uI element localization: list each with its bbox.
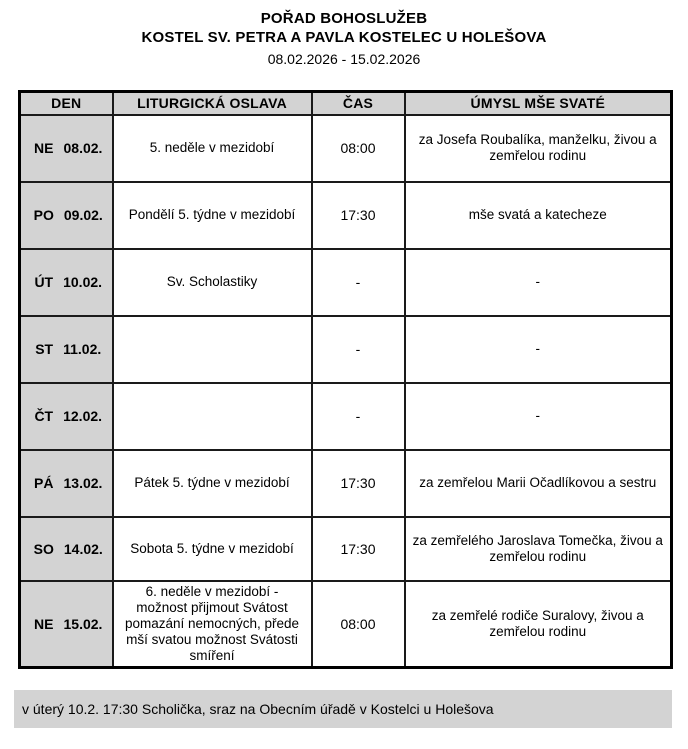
day-abbrev: PÁ: [34, 475, 54, 491]
day-date: 15.02.: [63, 615, 103, 632]
day-abbrev: NE: [34, 140, 54, 156]
day-abbrev: ST: [35, 341, 54, 357]
day-cell: [20, 115, 113, 182]
celebration-cell: 6. neděle v mezidobí - možnost přijmout Svátost pomazání nemocných, přede mší svatou možnost Svátosti smíření: [113, 581, 312, 668]
intention-cell: mše svatá a katecheze: [405, 182, 672, 249]
intention-cell: -: [405, 316, 672, 383]
celebration-cell: Pondělí 5. týdne v mezidobí: [113, 182, 312, 249]
celebration-cell: Pátek 5. týdne v mezidobí: [113, 450, 312, 517]
day-date: 11.02.: [63, 341, 102, 357]
church-name: KOSTEL SV. PETRA A PAVLA KOSTELEC U HOLEŠOVA: [141, 29, 547, 46]
celebration-cell: [113, 316, 312, 383]
column-header-celebration: LITURGICKÁ OSLAVA: [113, 92, 312, 115]
time-cell: -: [312, 316, 405, 383]
day-date: 13.02.: [63, 475, 103, 491]
column-header-day: DEN: [20, 92, 113, 115]
day-date: 08.02.: [63, 140, 103, 156]
column-header-time: ČAS: [312, 92, 405, 115]
day-date: 12.02.: [63, 408, 103, 424]
table-row: [20, 316, 672, 383]
celebration-cell: Sv. Scholastiky: [113, 249, 312, 316]
time-cell: -: [312, 383, 405, 450]
table-row: [20, 581, 672, 668]
day-cell: [20, 249, 113, 316]
page-title: POŘAD BOHOSLUŽEB: [260, 10, 428, 27]
day-cell: [20, 517, 113, 581]
day-abbrev: ČT: [34, 408, 54, 424]
table-row: [20, 249, 672, 316]
document-header: [0, 0, 688, 69]
day-date: 10.02.: [63, 274, 103, 290]
table-row: [20, 517, 672, 581]
table-row: [20, 182, 672, 249]
time-cell: 17:30: [312, 517, 405, 581]
celebration-cell: [113, 383, 312, 450]
mass-schedule-table: [18, 90, 673, 669]
time-cell: 08:00: [312, 581, 405, 668]
table-header-row: [20, 92, 672, 115]
announcement-note: v úterý 10.2. 17:30 Scholička, sraz na Obecním úřadě v Kostelci u Holešova: [14, 690, 672, 728]
day-date: 14.02.: [63, 540, 103, 557]
day-abbrev: PO: [33, 207, 54, 223]
time-cell: 17:30: [312, 182, 405, 249]
celebration-cell: Sobota 5. týdne v mezidobí: [113, 517, 312, 581]
day-date: 09.02.: [63, 207, 103, 223]
table-row: [20, 115, 672, 182]
time-cell: 08:00: [312, 115, 405, 182]
intention-cell: za zemřelé rodiče Suralovy, živou a zemřelou rodinu: [405, 581, 672, 668]
day-abbrev: ÚT: [34, 274, 54, 290]
day-abbrev: SO: [33, 540, 54, 557]
day-cell: [20, 450, 113, 517]
intention-cell: za Josefa Roubalíka, manželku, živou a zemřelou rodinu: [405, 115, 672, 182]
day-cell: [20, 581, 113, 668]
day-abbrev: NE: [34, 615, 54, 632]
intention-cell: za zemřelou Marii Očadlíkovou a sestru: [405, 450, 672, 517]
celebration-cell: 5. neděle v mezidobí: [113, 115, 312, 182]
day-cell: [20, 383, 113, 450]
intention-cell: -: [405, 383, 672, 450]
week-date-range: 08.02.2026 - 15.02.2026: [267, 51, 421, 67]
column-header-intention: ÚMYSL MŠE SVATÉ: [405, 92, 672, 115]
time-cell: 17:30: [312, 450, 405, 517]
intention-cell: -: [405, 249, 672, 316]
intention-cell: za zemřelého Jaroslava Tomečka, živou a zemřelou rodinu: [405, 517, 672, 581]
day-cell: [20, 182, 113, 249]
table-row: [20, 383, 672, 450]
time-cell: -: [312, 249, 405, 316]
table-row: [20, 450, 672, 517]
day-cell: [20, 316, 113, 383]
